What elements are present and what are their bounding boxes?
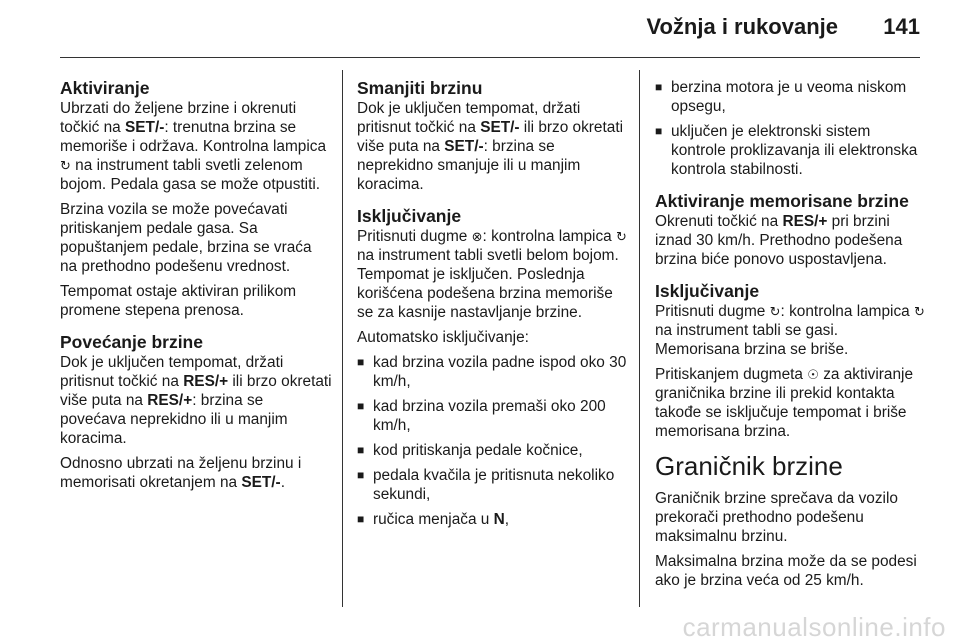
- paragraph: Dok je uključen tempomat, držati pritisnut točkić na RES/+ ili brzo okretati više puta na RES/+: brzina se povećava neprekidno ili u manjim koracima.: [60, 354, 332, 447]
- paragraph: Ubrzati do željene brzine i okrenuti točkić na SET/-: trenutna brzina se memoriše i održava. Kontrolna lampica ↻ na instrument tabli svetli zelenom bojom. Pedala gasa se može otpustiti.: [60, 100, 327, 193]
- cancel-icon: ⊗: [471, 229, 483, 244]
- bullet-list: [655, 78, 927, 179]
- paragraph: Pritisnuti dugme ↻: kontrolna lampica ↻ na instrument tabli se gasi. Memorisana brzina se briše.: [655, 303, 925, 358]
- header-divider: [60, 57, 920, 58]
- list-item: ■ kod pritiskanja pedale kočnice,: [357, 441, 629, 460]
- list-item: ■ kad brzina vozila padne ispod oko 30 km/h,: [357, 353, 629, 391]
- section-heading-povecanje: Povećanje brzine: [60, 332, 203, 352]
- paragraph: Pritisnuti dugme ⊗: kontrolna lampica ↻ na instrument tabli svetli belom bojom. Tempomat je isključen. Poslednja korišćena podešena brzina memoriše se za kasnije nastavljanje brzine.: [357, 228, 627, 321]
- section-title-granicnik: Graničnik brzine: [655, 451, 843, 481]
- section-heading-aktiviranje-memorisane: Aktiviranje memorisane brzine: [655, 191, 909, 211]
- cruise-control-icon: ↻: [914, 304, 925, 319]
- section-heading-smanjiti: Smanjiti brzinu: [357, 78, 483, 98]
- column-3: [655, 78, 927, 596]
- watermark: carmanualsonline.info: [682, 612, 946, 642]
- section-heading-iskljucivanje: Isključivanje: [357, 206, 462, 226]
- column-divider-1: [342, 70, 343, 607]
- paragraph: Okrenuti točkić na RES/+ pri brzini iznad 30 km/h. Prethodno podešena brzina biće ponovo uspostavljena.: [655, 213, 903, 268]
- paragraph: Pritiskanjem dugmeta ☉ za aktiviranje graničnika brzine ili prekid kontakta takođe se isključuje tempomat i briše memorisana brzina.: [655, 366, 914, 440]
- list-item: ■ berzina motora je u veoma niskom opsegu,: [655, 78, 927, 116]
- list-item: ■ kad brzina vozila premaši oko 200 km/h,: [357, 397, 629, 435]
- paragraph: Dok je uključen tempomat, držati pritisnut točkić na SET/- ili brzo okretati više puta na SET/-: brzina se neprekidno smanjuje ili u manjim koracima.: [357, 100, 624, 193]
- list-item: ■ pedala kvačila je pritisnuta nekoliko sekundi,: [357, 466, 629, 504]
- cruise-control-icon: ↻: [60, 158, 71, 173]
- cruise-control-icon: ↻: [616, 229, 627, 244]
- list-item: ■ ručica menjača u N,: [357, 510, 629, 529]
- page-header: [0, 0, 960, 52]
- column-divider-2: [639, 70, 640, 607]
- page-number: 141: [883, 14, 920, 39]
- column-1: [60, 78, 332, 498]
- paragraph: Tempomat ostaje aktiviran prilikom promene stepena prenosa.: [60, 283, 297, 319]
- speed-limiter-icon: ☉: [807, 367, 819, 382]
- bullet-list: [357, 353, 629, 529]
- section-heading-iskljucivanje: Isključivanje: [655, 281, 760, 301]
- column-2: [357, 78, 629, 535]
- chapter-title: Vožnja i rukovanje: [646, 14, 838, 39]
- paragraph: Automatsko isključivanje:: [357, 329, 529, 346]
- cruise-control-icon: ↻: [769, 304, 781, 319]
- section-heading-aktiviranje: Aktiviranje: [60, 78, 150, 98]
- paragraph: Graničnik brzine sprečava da vozilo prekorači prethodno podešenu maksimalnu brzinu.: [655, 490, 898, 545]
- paragraph: Brzina vozila se može povećavati pritiskanjem pedale gasa. Sa popuštanjem pedale, brzina se vraća na prethodno podešenu vrednost.: [60, 201, 312, 275]
- paragraph: Maksimalna brzina može da se podesi ako je brzina veća od 25 km/h.: [655, 553, 917, 589]
- list-item: ■ uključen je elektronski sistem kontrole proklizavanja ili elektronska kontrola stabilnosti.: [655, 122, 927, 179]
- paragraph: Odnosno ubrzati na željenu brzinu i memorisati okretanjem na SET/-.: [60, 455, 302, 491]
